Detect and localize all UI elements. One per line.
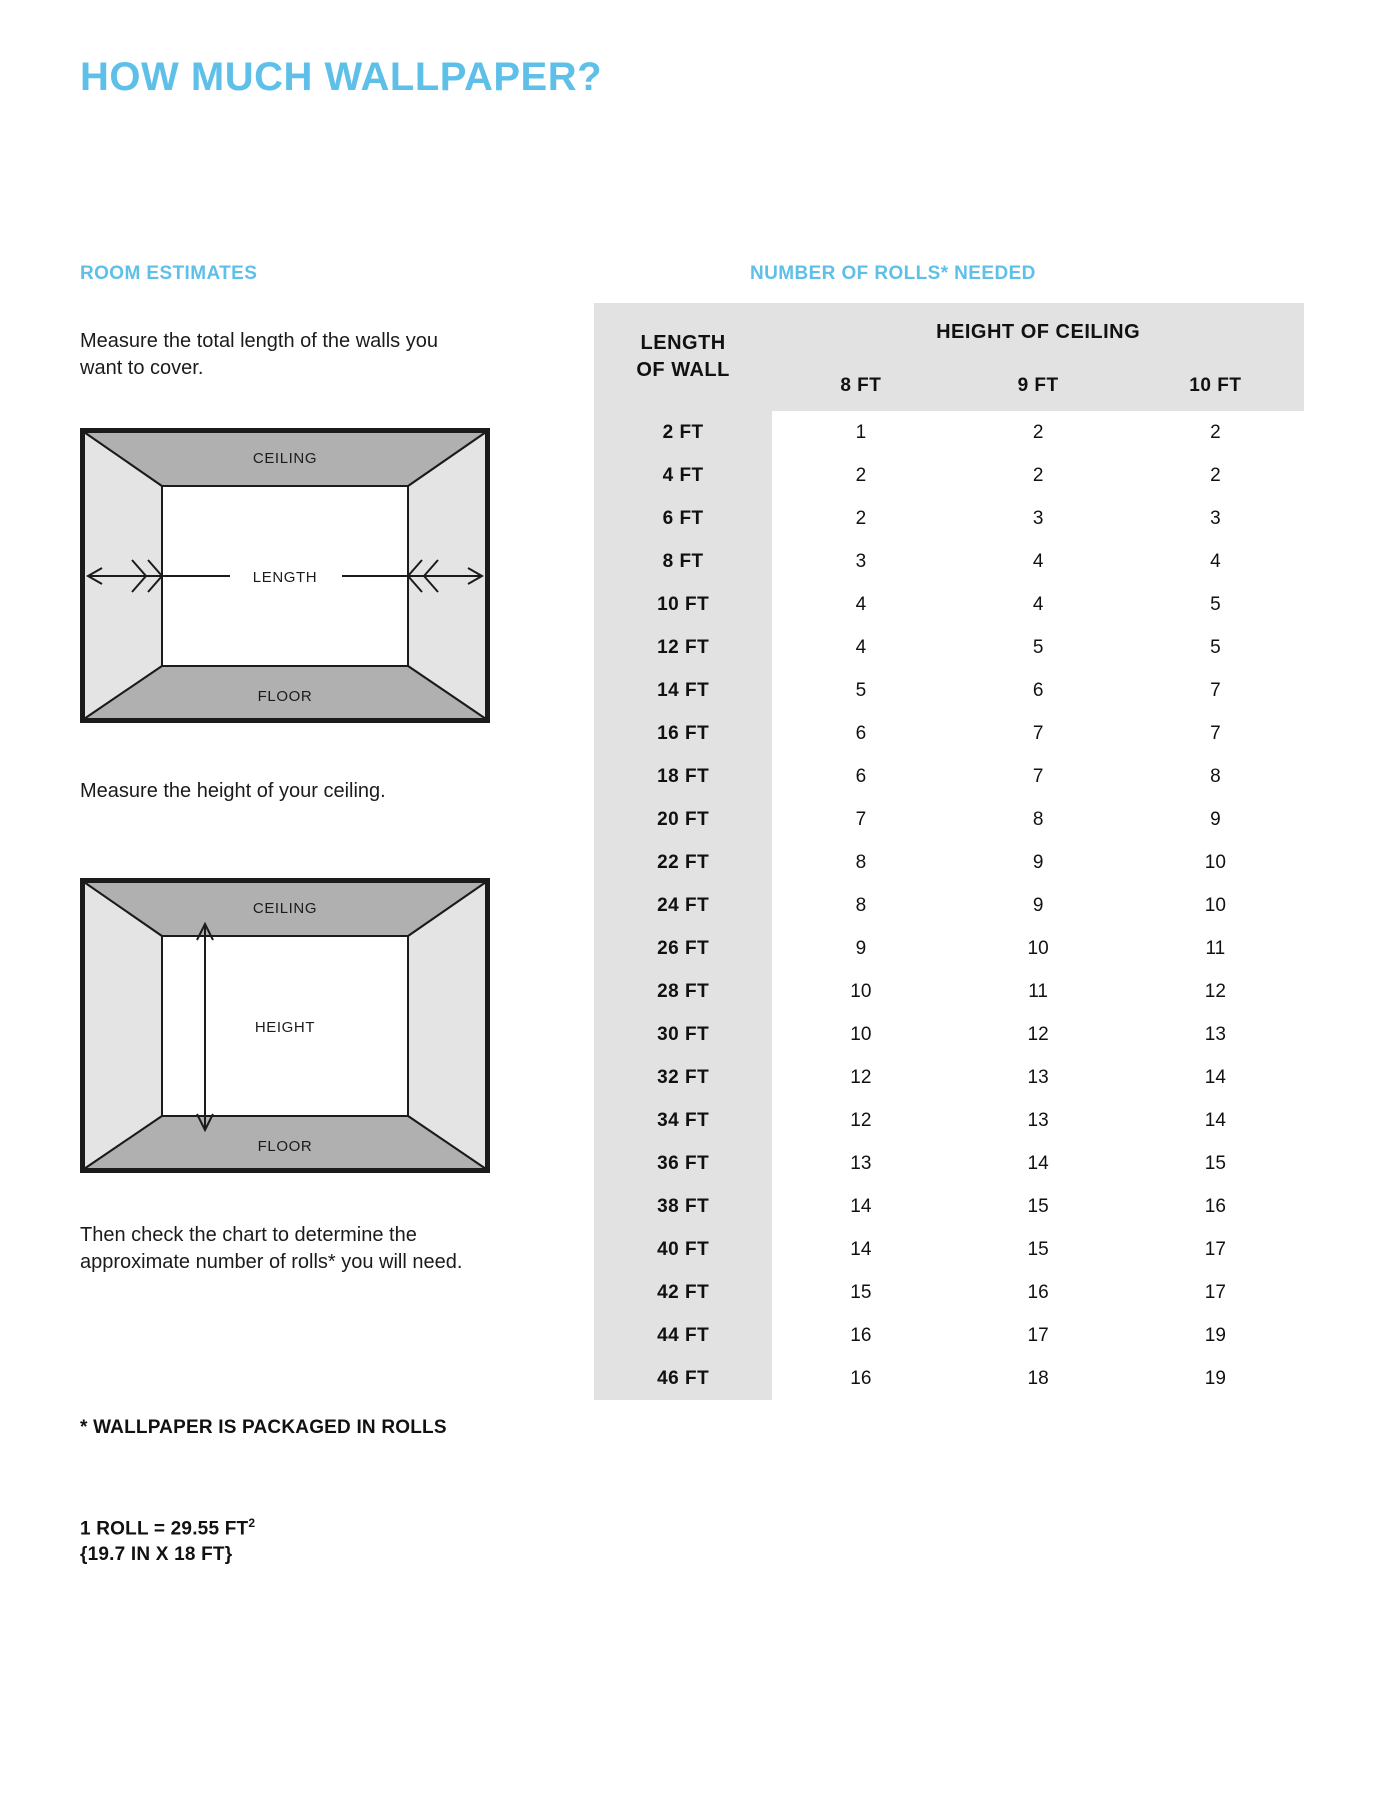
footnote-roll-size-superscript: 2 [248,1516,256,1530]
row-cell: 6 [949,669,1126,712]
table-row [594,927,1304,970]
header-col-8ft: 8 FT [772,361,949,411]
row-cell: 2 [772,497,949,540]
footnote-roll-size-line2: {19.7 IN X 18 FT} [80,1544,233,1566]
table-row [594,841,1304,884]
instruction-measure-length: Measure the total length of the walls you want to cover. [80,330,438,379]
row-cell: 8 [772,884,949,927]
row-label: 6 FT [594,497,772,540]
table-row [594,411,1304,454]
row-label: 8 FT [594,540,772,583]
row-label: 40 FT [594,1228,772,1271]
table-row [594,583,1304,626]
row-label: 4 FT [594,454,772,497]
table-row [594,970,1304,1013]
room-diagram-length [80,428,490,723]
table-row [594,1314,1304,1357]
diagram-height-measure-label: HEIGHT [254,1019,316,1036]
header-length-of-wall [594,303,772,411]
row-cell: 2 [949,454,1126,497]
row-cell: 4 [1127,540,1304,583]
row-cell: 15 [949,1228,1126,1271]
table-row [594,1271,1304,1314]
table-row [594,755,1304,798]
row-cell: 12 [772,1099,949,1142]
row-cell: 7 [949,712,1126,755]
row-label: 46 FT [594,1357,772,1400]
row-label: 14 FT [594,669,772,712]
diagram-height-floor-label: FLOOR [257,1138,313,1155]
row-label: 16 FT [594,712,772,755]
row-cell: 10 [1127,884,1304,927]
footnote-packaged-in-rolls: * WALLPAPER IS PACKAGED IN ROLLS [80,1417,447,1438]
row-label: 12 FT [594,626,772,669]
table-row [594,798,1304,841]
row-cell: 16 [772,1314,949,1357]
row-cell: 8 [772,841,949,884]
row-cell: 11 [1127,927,1304,970]
row-cell: 16 [1127,1185,1304,1228]
row-cell: 9 [772,927,949,970]
row-cell: 4 [772,626,949,669]
row-cell: 11 [949,970,1126,1013]
table-row [594,1142,1304,1185]
header-height-of-ceiling: HEIGHT OF CEILING [772,303,1304,361]
row-cell: 15 [1127,1142,1304,1185]
row-cell: 9 [1127,798,1304,841]
table-body [594,411,1304,1400]
row-cell: 6 [772,712,949,755]
row-label: 22 FT [594,841,772,884]
table-row [594,1357,1304,1400]
table-row [594,540,1304,583]
table-row [594,497,1304,540]
row-cell: 13 [1127,1013,1304,1056]
row-cell: 16 [772,1357,949,1400]
table-row [594,1013,1304,1056]
diagram-length-ceiling-label: CEILING [252,450,318,467]
table-row [594,712,1304,755]
row-cell: 17 [1127,1271,1304,1314]
row-cell: 4 [772,583,949,626]
row-cell: 10 [772,1013,949,1056]
row-cell: 10 [1127,841,1304,884]
row-label: 28 FT [594,970,772,1013]
row-cell: 14 [949,1142,1126,1185]
row-cell: 7 [949,755,1126,798]
row-label: 18 FT [594,755,772,798]
diagram-length-floor-label: FLOOR [257,688,313,705]
diagram-length-measure-label: LENGTH [252,569,318,586]
row-cell: 6 [772,755,949,798]
row-cell: 17 [1127,1228,1304,1271]
header-length-line1: LENGTH [640,332,726,354]
row-cell: 17 [949,1314,1126,1357]
row-cell: 2 [772,454,949,497]
row-label: 38 FT [594,1185,772,1228]
row-label: 24 FT [594,884,772,927]
row-cell: 5 [772,669,949,712]
table-row [594,1099,1304,1142]
row-label: 20 FT [594,798,772,841]
header-col-10ft: 10 FT [1127,361,1304,411]
row-cell: 2 [1127,454,1304,497]
diagram-height-ceiling-label: CEILING [252,900,318,917]
instruction-measure-height: Measure the height of your ceiling. [80,780,386,802]
row-cell: 5 [949,626,1126,669]
row-cell: 5 [1127,626,1304,669]
footnote-roll-size [80,1510,480,1568]
row-cell: 4 [949,583,1126,626]
footnote-roll-size-line1: 1 ROLL = 29.55 FT [80,1518,249,1540]
instruction-check-chart: Then check the chart to determine the approximate number of rolls* you will need. [80,1224,463,1273]
row-cell: 2 [1127,411,1304,454]
row-cell: 3 [949,497,1126,540]
row-cell: 14 [1127,1099,1304,1142]
row-cell: 8 [1127,755,1304,798]
room-diagram-height [80,878,490,1173]
table-head [594,303,1304,411]
row-cell: 15 [949,1185,1126,1228]
row-label: 32 FT [594,1056,772,1099]
row-cell: 12 [1127,970,1304,1013]
table-row [594,884,1304,927]
row-cell: 1 [772,411,949,454]
row-label: 34 FT [594,1099,772,1142]
row-cell: 12 [772,1056,949,1099]
table-row [594,669,1304,712]
row-cell: 3 [1127,497,1304,540]
row-cell: 2 [949,411,1126,454]
table-row [594,1228,1304,1271]
row-label: 36 FT [594,1142,772,1185]
row-cell: 7 [772,798,949,841]
page-title: HOW MUCH WALLPAPER? [80,55,603,99]
row-cell: 12 [949,1013,1126,1056]
row-label: 42 FT [594,1271,772,1314]
row-cell: 13 [949,1056,1126,1099]
row-label: 26 FT [594,927,772,970]
row-cell: 4 [949,540,1126,583]
row-cell: 15 [772,1271,949,1314]
row-cell: 5 [1127,583,1304,626]
row-cell: 7 [1127,712,1304,755]
row-label: 2 FT [594,411,772,454]
row-cell: 3 [772,540,949,583]
row-cell: 13 [949,1099,1126,1142]
row-cell: 13 [772,1142,949,1185]
header-col-9ft: 9 FT [949,361,1126,411]
table-row [594,1185,1304,1228]
row-cell: 9 [949,884,1126,927]
row-label: 30 FT [594,1013,772,1056]
row-cell: 19 [1127,1314,1304,1357]
row-cell: 8 [949,798,1126,841]
rolls-needed-heading: NUMBER OF ROLLS* NEEDED [750,263,1036,284]
row-cell: 7 [1127,669,1304,712]
room-estimates-heading: ROOM ESTIMATES [80,263,258,284]
table-header-row-group [594,303,1304,361]
header-length-line2: OF WALL [636,359,730,381]
table-row [594,1056,1304,1099]
table-row [594,454,1304,497]
row-cell: 14 [772,1185,949,1228]
row-cell: 10 [772,970,949,1013]
row-cell: 14 [772,1228,949,1271]
rolls-needed-table [594,303,1304,1400]
row-label: 44 FT [594,1314,772,1357]
row-label: 10 FT [594,583,772,626]
row-cell: 19 [1127,1357,1304,1400]
row-cell: 18 [949,1357,1126,1400]
row-cell: 16 [949,1271,1126,1314]
row-cell: 9 [949,841,1126,884]
table-row [594,626,1304,669]
row-cell: 14 [1127,1056,1304,1099]
row-cell: 10 [949,927,1126,970]
